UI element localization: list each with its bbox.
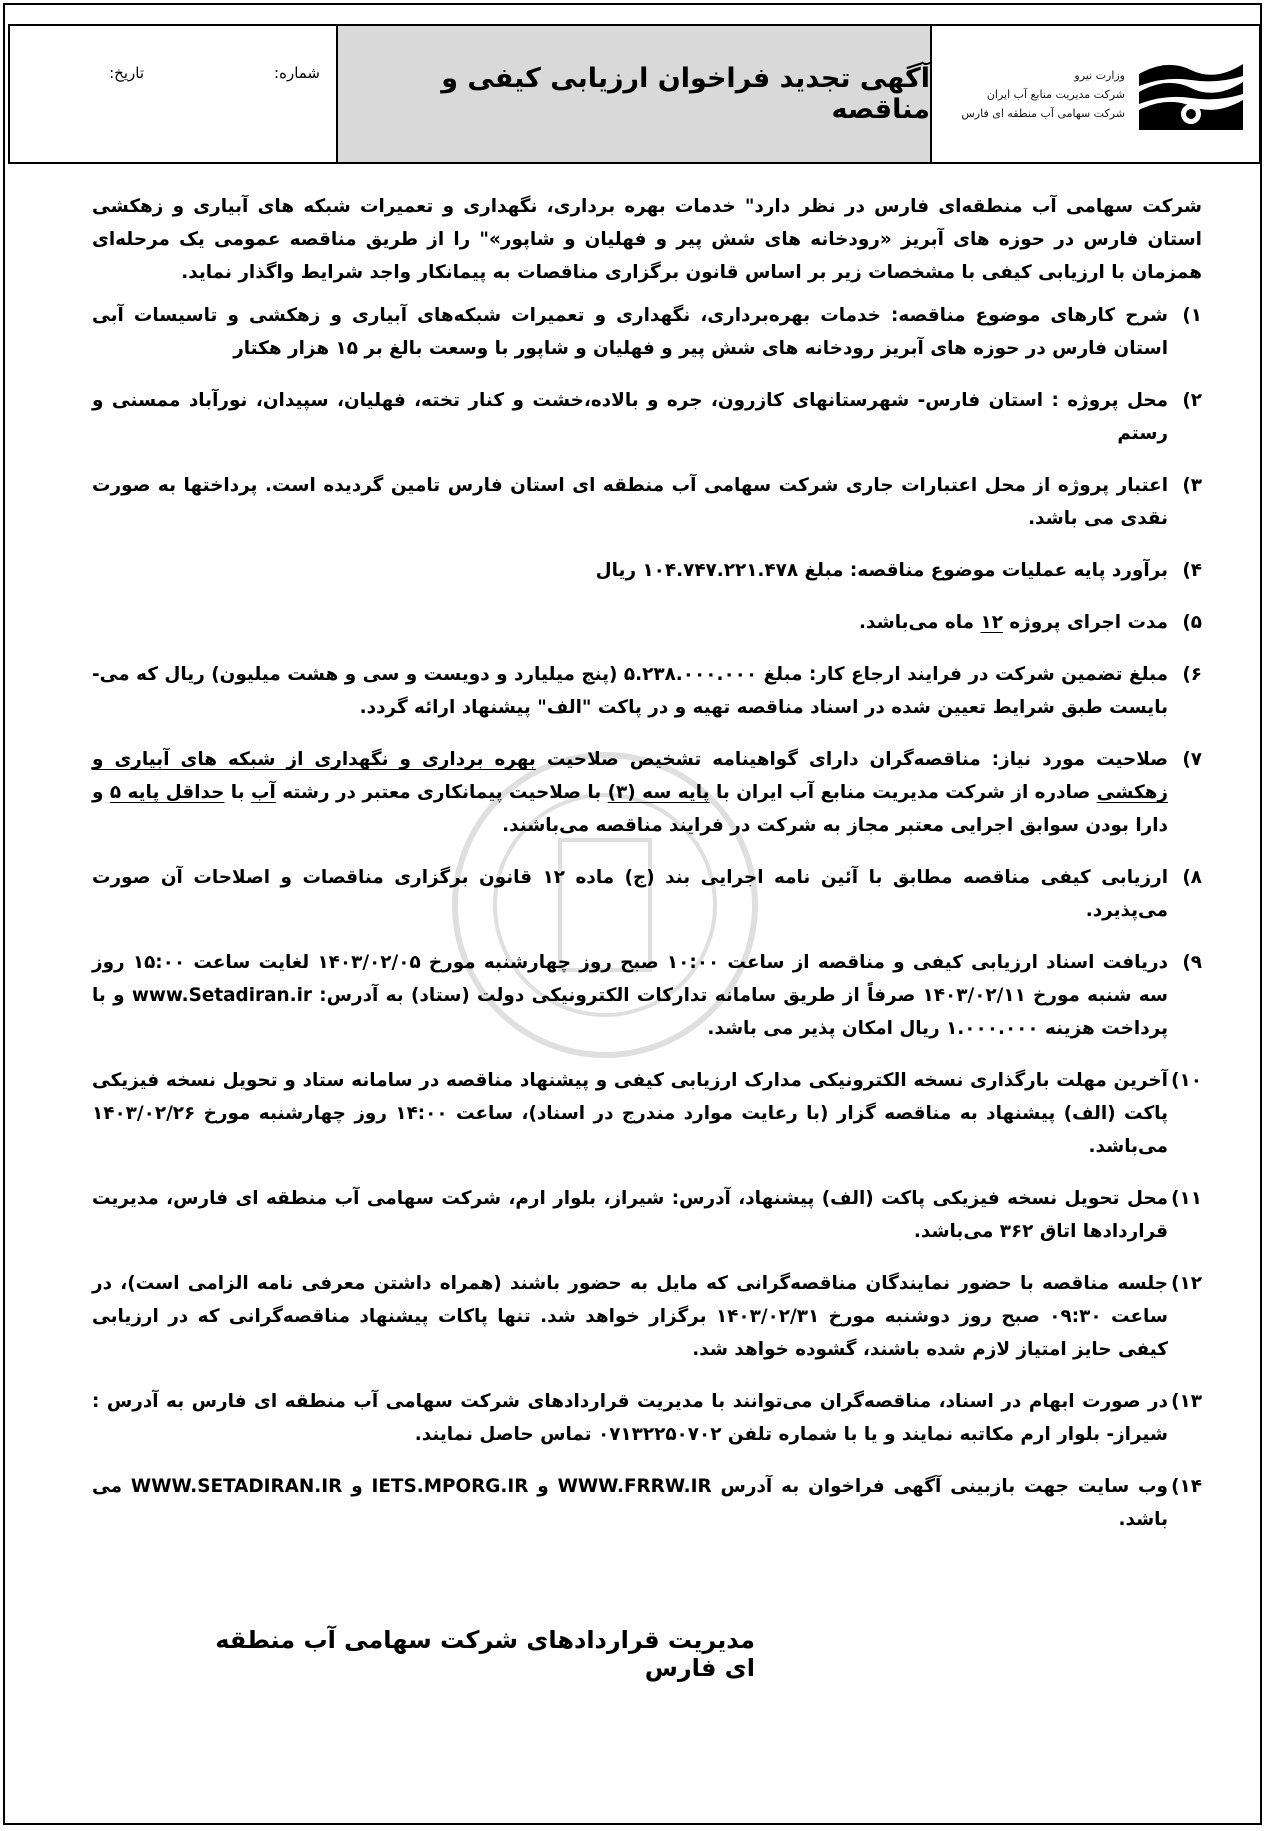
logo-text (961, 66, 1125, 123)
item-text: محل تحویل نسخه فیزیکی پاکت (الف) پیشنهاد، آدرس: شیراز، بلوار ارم، شرکت سهامی آب منطقه ای فارس، مدیریت قراردادها اتاق ۳۶۲ می‌باشد. (92, 1188, 1168, 1242)
qualification-min-grade: حداقل پایه ۵ (109, 782, 225, 803)
item-text-part: و (528, 1476, 558, 1497)
item-text (92, 946, 1168, 1045)
header-logo-cell (930, 26, 1259, 162)
item-text-part: مدت اجرای پروژه (1002, 612, 1168, 633)
list-item (92, 1064, 1202, 1163)
header-table (8, 24, 1261, 164)
item-text-part: می باشد. (92, 1476, 1168, 1530)
list-item (92, 946, 1202, 1045)
item-text-part: و با پرداخت هزینه ۱.۰۰۰.۰۰۰ ریال امکان پذیر می باشد. (92, 985, 1168, 1039)
signature: مدیریت قراردادهای شرکت سهامی آب منطقه ای فارس (215, 1626, 755, 1682)
list-item (92, 861, 1202, 927)
duration-value: ۱۲ (980, 612, 1003, 633)
list-item (92, 606, 1202, 639)
page-title: آگهی تجدید فراخوان ارزیابی کیفی و مناقصه (441, 63, 930, 125)
item-text-part: دریافت اسناد ارزیابی کیفی و مناقصه از ساعت ۱۰:۰۰ صبح روز چهارشنبه مورخ ۱۴۰۳/۰۲/۰۵ لغایت ساعت ۱۵:۰۰ روز سه شنبه مورخ ۱۴۰۳/۰۲/۱۱ صرفاً از طریق سامانه تدارکات الکترونیکی دولت (ستاد) به آدرس: (92, 952, 1168, 1006)
item-text: جلسه مناقصه با حضور نمایندگان مناقصه‌گرانی که مایل به حضور باشند (همراه داشتن معرفی نامه الزامی است)، در ساعت ۰۹:۳۰ صبح روز دوشنبه مورخ ۱۴۰۳/۰۲/۳۱ برگزار خواهد شد. تنها پاکات پیشنهاد مناقصه‌گرانی که در ارزیابی کیفی حایز امتیاز لازم شده باشند، گشوده خواهد شد. (92, 1273, 1169, 1360)
item-text: برآورد پایه عملیات موضوع مناقصه: مبلغ ۱۰۴.۷۴۷.۲۲۱.۴۷۸ ریال (595, 560, 1168, 581)
number-label: شماره: (274, 64, 320, 82)
item-number: ۱۳) (1171, 1391, 1202, 1412)
water-company-logo-icon (1137, 56, 1245, 132)
item-number: ۱۴) (1171, 1476, 1202, 1497)
item-text: آخرین مهلت بارگذاری نسخه الکترونیکی مدارک ارزیابی کیفی و پیشنهاد مناقصه در سامانه ستاد و تحویل نسخه فیزیکی پاکت (الف) پیشنهاد به مناقصه گزار (با رعایت موارد مندرج در اسناد)، ساعت ۱۴:۰۰ روز چهارشنبه مورخ ۱۴۰۳/۰۲/۲۶ می‌باشد. (92, 1070, 1168, 1157)
item-text: مبلغ تضمین شرکت در فرایند ارجاع کار: مبلغ ۵.۲۳۸.۰۰۰.۰۰۰ (پنج میلیارد و دویست و سی و هشت میلیون) ریال که می-بایست طبق شرایط تعیین شده در اسناد مناقصه تهیه و در پاکت "الف" پیشنهاد ارائه گردد. (92, 664, 1168, 718)
list-item (92, 1182, 1202, 1248)
item-text-part: و دارا بودن سوابق اجرایی معتبر مجاز به شرکت در فرایند مناقصه می‌باشند. (92, 782, 1168, 836)
list-item (92, 554, 1202, 587)
item-text (92, 1470, 1168, 1536)
item-number: ۵) (1182, 612, 1202, 633)
frrw-link[interactable]: WWW.FRRW.IR (557, 1476, 712, 1497)
list-item (92, 743, 1202, 842)
item-text: اعتبار پروژه از محل اعتبارات جاری شرکت سهامی آب منطقه ای استان فارس تامین گردیده است. پرداختها به صورت نقدی می باشد. (92, 475, 1168, 529)
item-text: در صورت ابهام در اسناد، مناقصه‌گران می‌توانند با مدیریت قراردادهای شرکت سهامی آب منطقه ای فارس به آدرس : شیراز- بلوار ارم مکاتبه نمایند و یا با شماره تلفن ۰۷۱۳۲۲۵۰۷۰۲ تماس حاصل نمایند. (92, 1391, 1168, 1445)
iets-link[interactable]: IETS.MPORG.IR (371, 1476, 529, 1497)
item-text (92, 606, 1168, 639)
list-item (92, 1470, 1202, 1536)
item-text-part: با صلاحیت پیمانکاری معتبر در رشته (275, 782, 608, 803)
item-text: شرح کارهای موضوع مناقصه: خدمات بهره‌برداری، نگهداری و تعمیرات شبکه‌های آبیاری و زهکشی و تاسیسات آبی استان فارس در حوزه های آبریز رودخانه های شش پیر و فهلیان و شاپور با وسعت بالغ بر ۱۵ هزار هکتار (92, 305, 1168, 359)
item-number: ۴) (1182, 560, 1202, 581)
item-text-part: صلاحیت مورد نیاز: مناقصه‌گران دارای گواهینامه تشخیص صلاحیت (535, 749, 1168, 770)
item-text-part: ماه می‌باشد. (859, 612, 981, 633)
list-item (92, 299, 1202, 365)
item-number: ۳) (1182, 475, 1202, 496)
logo-line-company: شرکت مدیریت منابع آب ایران (986, 87, 1125, 101)
item-text: محل پروژه : استان فارس- شهرستانهای کازرون، جره و بالاده،خشت و کنار تخته، فهلیان، سپیدان، نورآباد ممسنی و رستم (92, 390, 1168, 444)
list-item (92, 384, 1202, 450)
item-number: ۹) (1182, 952, 1202, 973)
item-number: ۷) (1182, 749, 1202, 770)
intro-paragraph: شرکت سهامی آب منطقه‌ای فارس در نظر دارد" خدمات بهره برداری، نگهداری و تعمیرات شبکه های آبیاری و زهکشی استان فارس در حوزه های آبریز «رودخانه های شش پیر و فهلیان و شاپور»" را از طریق مناقصه عمومی یک مرحله‌ای همزمان با ارزیابی کیفی با مشخصات زیر بر اساس قانون برگزاری مناقصات به پیمانکار واجد شرایط واگذار نماید. (92, 196, 1202, 283)
item-number: ۱۱) (1171, 1188, 1202, 1209)
header-meta-cell (10, 26, 336, 162)
item-number: ۶) (1182, 664, 1202, 685)
item-text-part: وب سایت جهت بازبینی آگهی فراخوان به آدرس (711, 1476, 1168, 1497)
logo-line-regional: شرکت سهامی آب منطقه ای فارس (961, 106, 1125, 120)
item-text-part: و (342, 1476, 372, 1497)
list-item (92, 469, 1202, 535)
list-item (92, 658, 1202, 724)
list-item (92, 1267, 1202, 1366)
item-text: ارزیابی کیفی مناقصه مطابق با آئین نامه اجرایی بند (ج) ماده ۱۲ قانون برگزاری مناقصات و اصلاحات آن صورت می‌پذیرد. (92, 867, 1169, 921)
setadiran-upper-link[interactable]: WWW.SETADIRAN.IR (130, 1476, 343, 1497)
list-item (92, 1385, 1202, 1451)
item-text-part: با (224, 782, 252, 803)
item-number: ۲) (1182, 390, 1202, 411)
item-number: ۱) (1182, 305, 1202, 326)
qualification-grade: پایه سه (۳) (607, 782, 710, 803)
date-label: تاریخ: (109, 64, 144, 82)
header-title-cell (336, 26, 930, 162)
item-text-part: صادره از شرکت مدیریت منابع آب ایران با (709, 782, 1097, 803)
item-text (92, 743, 1168, 842)
logo-line-ministry: وزارت نیرو (1074, 68, 1125, 82)
item-number: ۱۲) (1171, 1273, 1202, 1294)
item-number: ۸) (1182, 867, 1202, 888)
setadiran-link[interactable]: www.Setadiran.ir (131, 985, 312, 1006)
item-number: ۱۰) (1171, 1070, 1202, 1091)
qualification-field: بهره برداری و نگهداری از شبکه های آبیاری و زهکشی (92, 749, 1168, 803)
qualification-discipline: آب (251, 782, 276, 803)
announcement-body (92, 190, 1202, 1555)
